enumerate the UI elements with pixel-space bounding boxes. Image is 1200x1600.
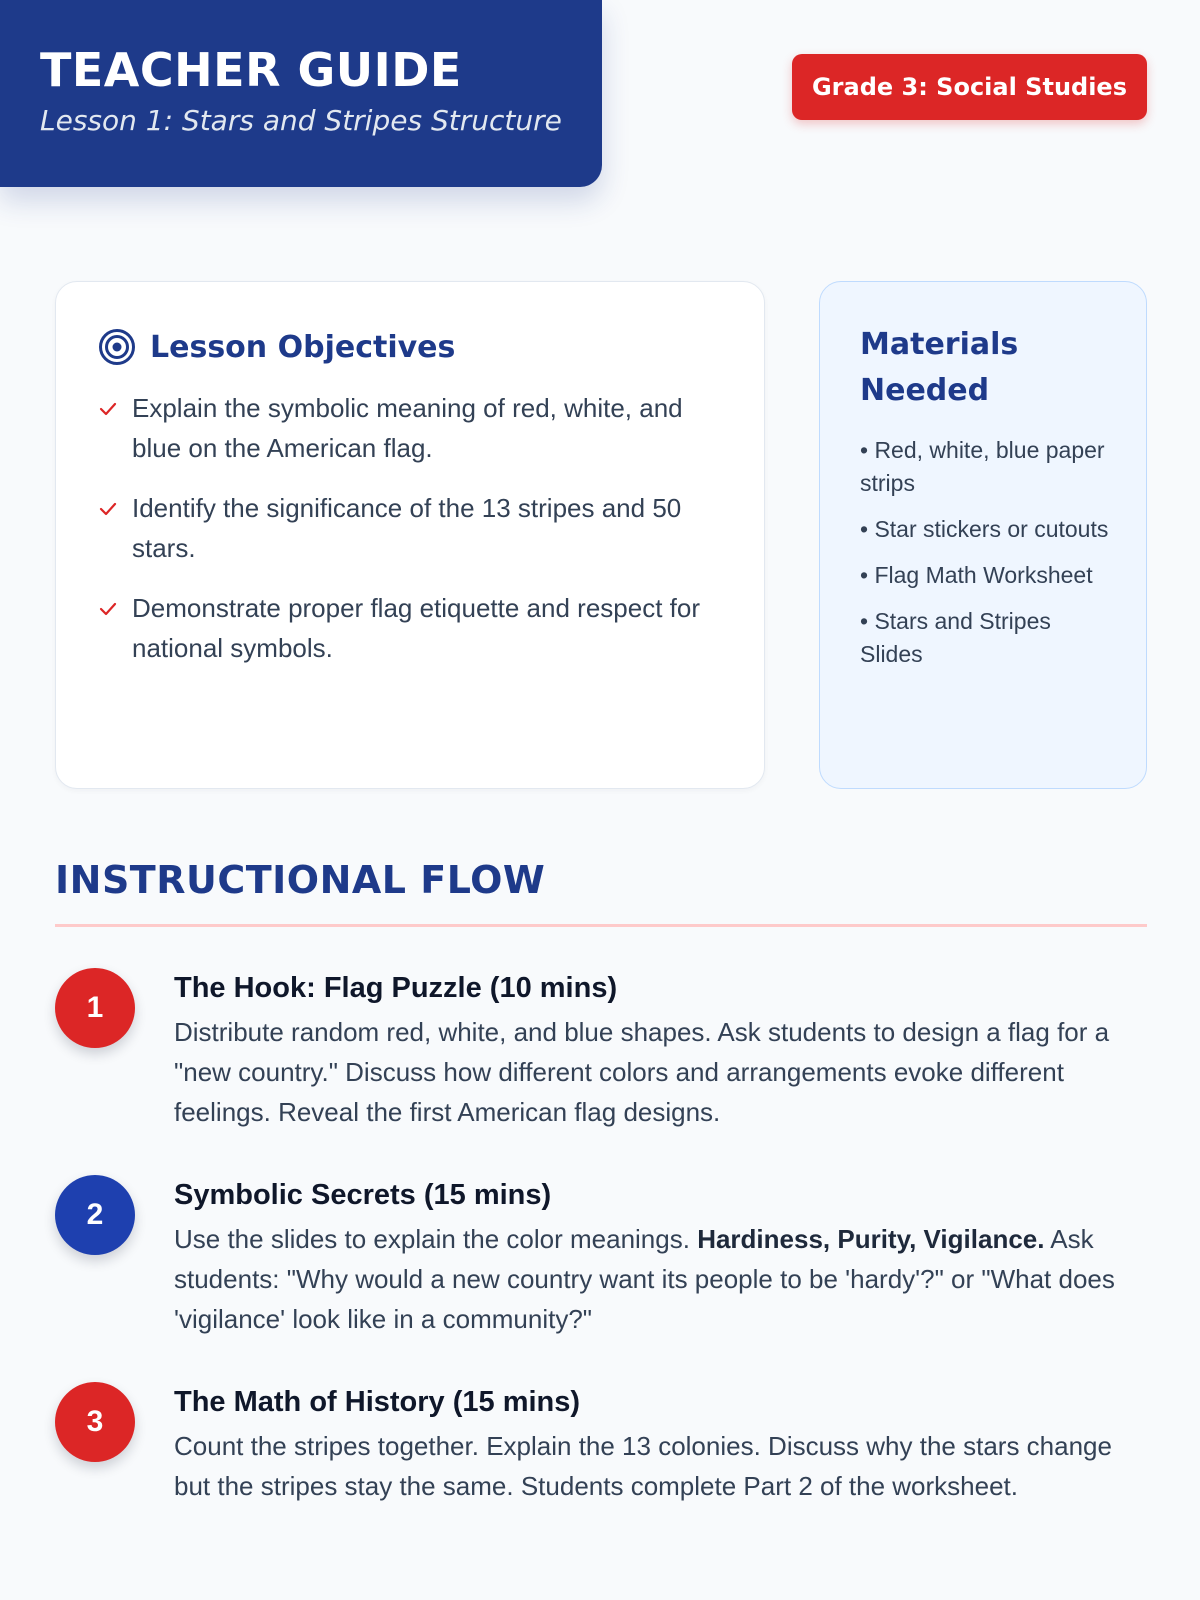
step-body (174, 1382, 1149, 1506)
objectives-card (55, 281, 765, 789)
step-title: The Hook: Flag Puzzle (10 mins) (174, 972, 618, 1004)
objectives-heading (98, 322, 722, 372)
check-icon (98, 599, 118, 619)
step-number-badge: 2 (55, 1175, 135, 1255)
materials-card (819, 281, 1147, 789)
divider (55, 924, 1147, 927)
objectives-heading-text: Lesson Objectives (150, 329, 456, 365)
step-text-bold: Hardiness, Purity, Vigilance. (697, 1224, 1045, 1254)
step-body (174, 1175, 1149, 1339)
objective-text: Demonstrate proper flag etiquette and respect for national symbols. (132, 593, 700, 663)
list-item: • Stars and Stripes Slides (860, 608, 1051, 667)
grade-badge: Grade 3: Social Studies (792, 54, 1147, 120)
check-icon (98, 399, 118, 419)
objective-text: Explain the symbolic meaning of red, white, and blue on the American flag. (132, 393, 683, 463)
page-title: TEACHER GUIDE (40, 43, 462, 97)
list-item (98, 588, 722, 668)
step-description: Count the stripes together. Explain the 13 colonies. Discuss why the stars change but the stripes stay the same. Students complete Part 2 of the worksheet. (174, 1431, 1112, 1501)
step-title: The Math of History (15 mins) (174, 1386, 581, 1418)
list-item: • Star stickers or cutouts (860, 516, 1109, 542)
check-icon (98, 499, 118, 519)
step-number-badge: 3 (55, 1382, 135, 1462)
lesson-subtitle: Lesson 1: Stars and Stripes Structure (40, 104, 562, 137)
materials-list (860, 434, 1110, 671)
header-banner (0, 0, 602, 187)
list-item: • Red, white, blue paper strips (860, 437, 1105, 496)
target-icon (98, 328, 136, 366)
step-number-badge: 1 (55, 968, 135, 1048)
step-description (174, 1219, 1149, 1339)
materials-heading: Materials Needed (860, 327, 1019, 408)
objective-text: Identify the significance of the 13 stripes and 50 stars. (132, 493, 682, 563)
step-description: Distribute random red, white, and blue shapes. Ask students to design a flag for a "new country." Discuss how different colors and arrangements evoke different feelings. Reveal the first American flag designs. (174, 1017, 1110, 1127)
list-item (98, 388, 722, 468)
step-body (174, 968, 1149, 1132)
step-title: Symbolic Secrets (15 mins) (174, 1179, 552, 1211)
step-text-after: Ask students: "Why would a new country want its people to be 'hardy'?" or "What does 'vigilance' look like in a community?" (174, 1224, 1115, 1334)
list-item: • Flag Math Worksheet (860, 562, 1093, 588)
step-text-before: Use the slides to explain the color meanings. (174, 1224, 698, 1254)
list-item (98, 488, 722, 568)
section-heading: INSTRUCTIONAL FLOW (55, 858, 546, 902)
objectives-list (98, 388, 722, 668)
